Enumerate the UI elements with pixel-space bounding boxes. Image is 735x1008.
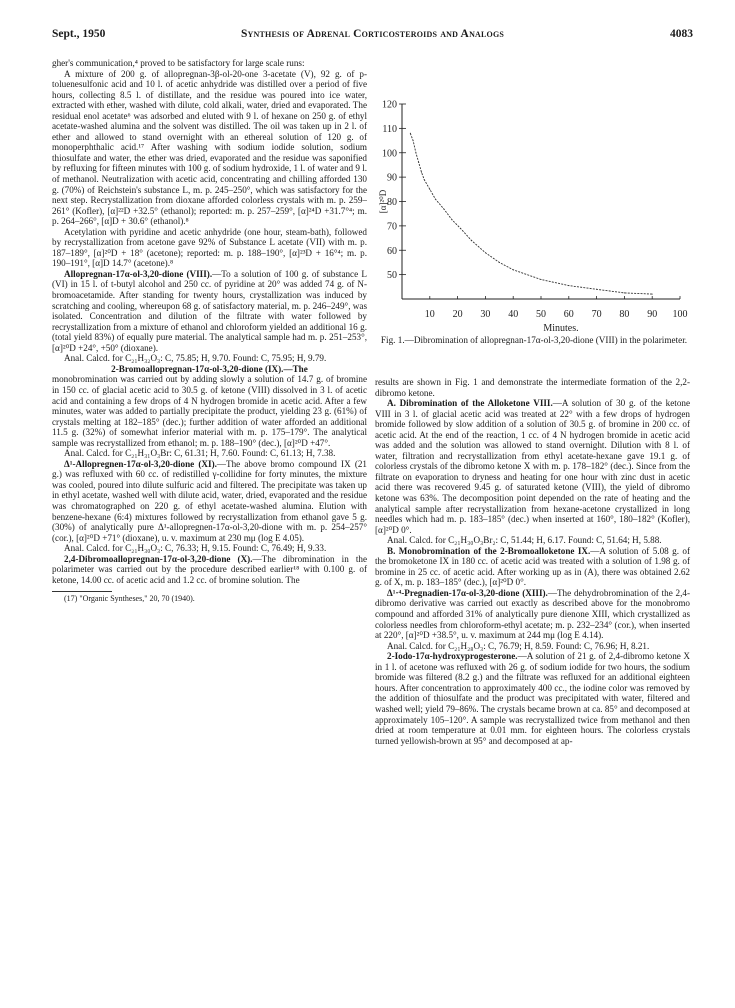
figure-chart (378, 94, 690, 334)
paragraph-text: —A solution of 5.08 g. of the bromoketone IX in 180 cc. of acetic acid was treated with a solution of 1.98 g. of bromine in 25 cc. of acetic acid. After working up as in (A), there was obtained 2.62 g. of X, m. p. 183–185° (dec.), [α]²⁰D 0°. (375, 545, 690, 588)
x-tick-label: 50 (536, 309, 546, 320)
data-point (421, 172, 422, 173)
x-tick-label: 90 (647, 309, 658, 320)
paragraph-text: gher's communication,⁴ proved to be satisfactory for large scale runs: (52, 58, 305, 68)
paragraph (52, 364, 367, 375)
paragraph-text: —The above bromo compound IX (21 g.) was refluxed with 60 cc. of redistilled γ-collidine for forty minutes, the mixture was cooled, poured into dilute sulfuric acid and filtered. The precipitate was taken up in ethyl acetate, washed well with dilute acid, water, dried, evaporated and the residue was chromatographed on 220 g. of ethyl acetate-washed alumina. Elution with benzene-hexane (6:4) mixtures followed by recrystallization from ethanol gave 5 g. (30%) of analytically pure Δ¹-allopregnen-17α-ol-3,20-dione with m. p. 254–257° (cor.), [α]²⁰D +71° (dioxane), u. v. maximum at 230 mμ (log E 4.05). (52, 458, 367, 543)
paragraph (52, 227, 367, 269)
paragraph (52, 543, 367, 554)
data-point (460, 228, 461, 229)
section-title: Δ¹·⁴-Pregnadien-17α-ol-3,20-dione (XIII). (387, 587, 548, 598)
data-point (624, 292, 625, 293)
section-title: 2-Iodo-17α-hydroxyprogesterone. (387, 651, 518, 662)
paragraph-text: A mixture of 200 g. of allopregnan-3β-ol-20-one 3-acetate (V), 92 g. of p-toluenesulfonic acid and 10 l. of acetic anhydride was distilled over a period of five hours, collecting 8.5 l. of distillate, and the residue was poured into ice water, extracted with ether, washed with dilute, cold alkali, water, dried and evaporated. The residual enol acetate⁶ was adsorbed and eluted with 9 l. of hexane on 250 g. of ethyl acetate-washed alumina and the solvent was distilled. The oil was taken up in 2 l. of ether and allowed to stand overnight with an ethereal solution of 120 g. of monoperphthalic acid.¹⁷ After washing with sodium iodide solution, sodium thiosulfate and water, the ether was dried, evaporated and the residue was saponified by refluxing for fifteen minutes with 100 g. of sodium hydroxide, 1 l. of water and 9 l. of methanol. Neutralization with acetic acid, concentrating and chilling afforded 130 g. (70%) of Reichstein's substance L, m. p. 245–250°, which was satisfactory for the next step. Recrystallization from dioxane afforded colorless crystals with m. p. 259–261° (Kofler), [α]²²D +32.5° (ethanol); reported: m. p. 257–259°, [α]²⁴D +31.7°⁴; m. p. 264–266°, [α]D + 30.6° (ethanol).⁸ (52, 68, 368, 227)
paragraph-text: —The dehydrobromination of the 2,4-dibromo derivative was carried out exactly as described above for the monobromo compound and afforded 31% of analytically pure dienone XIII, which crystallized as colorless needles from chloroform-ethyl acetate; m. p. 232–234° (cor.), when inserted at 220°, [α]²⁰D +38.5°, u. v. maximum at 244 mμ (log E 4.14). (375, 587, 690, 641)
data-point (413, 140, 414, 141)
paragraph (375, 588, 690, 641)
paragraph (52, 374, 367, 448)
paragraph-text: Anal. Calcd. for C₂₁H₃₂O₃: C, 75.85; H, 9.70. Found: C, 75.95; H, 9.79. (64, 353, 327, 364)
paragraph-text: Acetylation with pyridine and acetic anhydride (one hour, steam-bath), followed by recrystallization from acetone gave 92% of Substance L acetate (VII) with m. p. 187–189°, [α]²⁰D + 18° (acetone); reported: m. p. 188–190°, [α]²³D + 16°⁴; m. p. 190–191°, [α]D 14.7° (acetone).⁸ (52, 226, 367, 269)
page-number: 4083 (670, 28, 693, 40)
x-tick-label: 80 (619, 309, 630, 320)
data-point (499, 262, 500, 263)
section-title: B. Monobromination of the 2-Bromoalloketone IX. (387, 545, 591, 556)
data-point (410, 133, 411, 134)
paragraph (52, 58, 367, 69)
data-point (435, 199, 436, 200)
data-point (443, 208, 444, 209)
paragraph-text: —The dibromination in the polarimeter was carried out by the procedure described earlier¹⁸ with 0.100 g. of ketone, 14.00 cc. of acetic acid and 1.2 cc. of bromine solution. The (52, 553, 367, 585)
paragraph (52, 448, 367, 459)
footnote-rule (52, 591, 112, 592)
figure-1 (378, 94, 690, 334)
x-axis-label: Minutes. (543, 323, 579, 334)
paragraph (52, 459, 367, 543)
x-tick-label: 100 (672, 309, 688, 320)
x-tick-label: 10 (424, 309, 435, 320)
paragraph-text: results are shown in Fig. 1 and demonstrate the intermediate formation of the 2,2-dibromo ketone. (375, 377, 690, 398)
left-column (52, 58, 367, 604)
paragraph-text: —A solution of 30 g. of the ketone VIII in 3 l. of glacial acetic acid was treated at 22° with a few drops of hydrogen bromide followed by slow addition of a solution of 30.5 g. of bromine in 200 cc. of acetic acid. At the end of the reaction, 1 cc. of 4 N hydrogen bromide in acetic acid was added and the solution was allowed to stand overnight. Dilution with 8 l. of water, filtration and recrystallization from ethyl acetate-hexane gave 19.1 g. of colorless crystals of the dibromo ketone X with m. p. 178–182° (dec.). Since from the filtrate on evaporation to dryness and heating for one hour with zinc dust in acetic acid there was recovered 9.45 g. of saturated ketone (VIII), the yield of dibromo ketone was 63%. The decomposition point depended on the rate of heating and the analytical sample after recrystallization from hexane-acetone crystallized in long needles which had m. p. 183–185° (dec.) when inserted at 160°, 180–182° (Kofler), [α]²⁰D 0°. (375, 398, 691, 535)
figure-caption: Fig. 1.—Dibromination of allopregnan-17α-ol-3,20-dione (VIII) in the polarimeter. (380, 335, 688, 345)
y-tick-label: 100 (382, 148, 397, 160)
x-tick-label: 70 (591, 309, 602, 320)
y-tick-label: 110 (382, 123, 397, 135)
data-point (568, 285, 569, 286)
paragraph-text: 2-Bromoallopregnan-17α-ol-3,20-dione (IX).—The (111, 363, 308, 374)
data-point (415, 152, 416, 153)
header-date: Sept., 1950 (52, 28, 106, 40)
section-title: Δ¹-Allopregnen-17α-ol-3,20-dione (XI). (64, 458, 217, 469)
paragraph (52, 69, 367, 227)
y-tick-label: 90 (387, 172, 397, 184)
paragraph-text: Anal. Calcd. for C₂₁H₂₈O₃: C, 76.79; H, 8.59. Found: C, 76.96; H, 8.21. (387, 640, 650, 651)
right-column (375, 377, 690, 746)
x-tick-label: 30 (480, 309, 491, 320)
y-tick-label: 120 (382, 99, 397, 111)
series-line (410, 133, 652, 294)
data-point (485, 252, 486, 253)
paragraph (52, 269, 367, 353)
x-tick-label: 20 (452, 309, 463, 320)
data-point (513, 269, 514, 270)
section-title: Allopregnan-17α-ol-3,20-dione (VIII). (64, 268, 213, 279)
paragraph-text: monobromination was carried out by adding slowly a solution of 14.7 g. of bromine in 150 cc. of glacial acetic acid to 30.5 g. of ketone (VIII) dissolved in 3 l. of acetic acid and containing a few drops of 4 N hydrogen bromide in acetic acid. After a few minutes, water was added to partially precipitate the product, yielding 23 g. (61%) of crystals melting at 182–185° (dec.); further addition of water afforded an additional 11.5 g. (32%) of somewhat inferior material with m. p. 175–179°. The analytical sample was recrystallized from ethanol; m. p. 188–190° (dec.), [α]²⁰D +47°. (52, 374, 367, 448)
y-tick-label: 70 (387, 221, 397, 233)
data-point (429, 189, 430, 190)
header-title: Synthesis of Adrenal Corticosteroids and Analogs (240, 28, 505, 40)
x-tick-label: 60 (563, 309, 574, 320)
paragraph (375, 546, 690, 588)
data-point (652, 294, 653, 295)
y-tick-label: 80 (387, 197, 397, 208)
paragraph (375, 398, 690, 535)
section-title: A. Dibromination of the Alloketone VIII. (387, 398, 553, 409)
paragraph-text: Anal. Calcd. for C₂₁H₃₁O₃Br: C, 61.31; H, 7.60. Found: C, 61.13; H, 7.38. (64, 448, 336, 459)
paragraph (52, 554, 367, 586)
y-axis-label: [α]²⁰D (378, 189, 388, 214)
paragraph (375, 535, 690, 546)
paragraph-text: —A solution of 21 g. of 2,4-dibromo ketone X in 1 l. of acetone was refluxed with 26 g. of sodium iodide for two hours, the sodium bromide was filtered (8.2 g.) and the filtrate was refluxed for an additional eighteen hours. After concentration to approximately 400 cc., the iodine color was removed by the addition of thiosulfate and the product was precipitated with water, filtered and washed well; yield 79–86%. The crystals became brown at ca. 85° and decomposed at approximately 105–120°. A sample was recrystallized twice from methanol and then dried at room temperature at 0.01 mm. for eighteen hours. The colorless crystals turned yellowish-brown at 95° and decomposed at ap- (375, 651, 690, 746)
section-title: 2,4-Dibromoallopregnan-17α-ol-3,20-dione (X). (64, 553, 253, 564)
paragraph (375, 377, 690, 398)
data-point (471, 240, 472, 241)
page-header (52, 28, 693, 44)
data-point (596, 289, 597, 290)
x-tick-label: 40 (508, 309, 519, 320)
footnote: (17) "Organic Syntheses," 20, 70 (1940). (64, 594, 195, 604)
paragraph (375, 641, 690, 652)
data-point (541, 279, 542, 280)
paragraph-text: Anal. Calcd. for C₂₁H₃₀O₃Br₂: C, 51.44; H, 6.17. Found: C, 51.64; H, 5.88. (387, 535, 662, 546)
data-point (424, 179, 425, 180)
paragraph (375, 651, 690, 746)
paragraph-text: Anal. Calcd. for C₂₁H₃₀O₃: C, 76.33; H, 9.15. Found: C, 76.49; H, 9.33. (64, 543, 327, 554)
y-tick-label: 60 (387, 245, 397, 257)
data-point (452, 219, 453, 220)
paragraph-text: —To a solution of 100 g. of substance L (VI) in 15 l. of t-butyl alcohol and 250 cc. of pyridine at 20° was added 74 g. of N-bromoacetamide. After standing for twenty hours, crystallization was induced by scratching and cooling, whereupon 68 g. of satisfactory material, m. p. 246–249°, was isolated. Concentration and dilution of the filtrate with water followed by recrystallization from a mixture of ethanol and chloroform yielded an additional 16 g. (total yield 83%) of equally pure material. The analytical sample had m. p. 251–253°, [α]²⁰D +24°, +50° (dioxane). (52, 268, 367, 353)
data-point (418, 162, 419, 163)
paragraph (52, 353, 367, 364)
y-tick-label: 50 (387, 270, 397, 282)
